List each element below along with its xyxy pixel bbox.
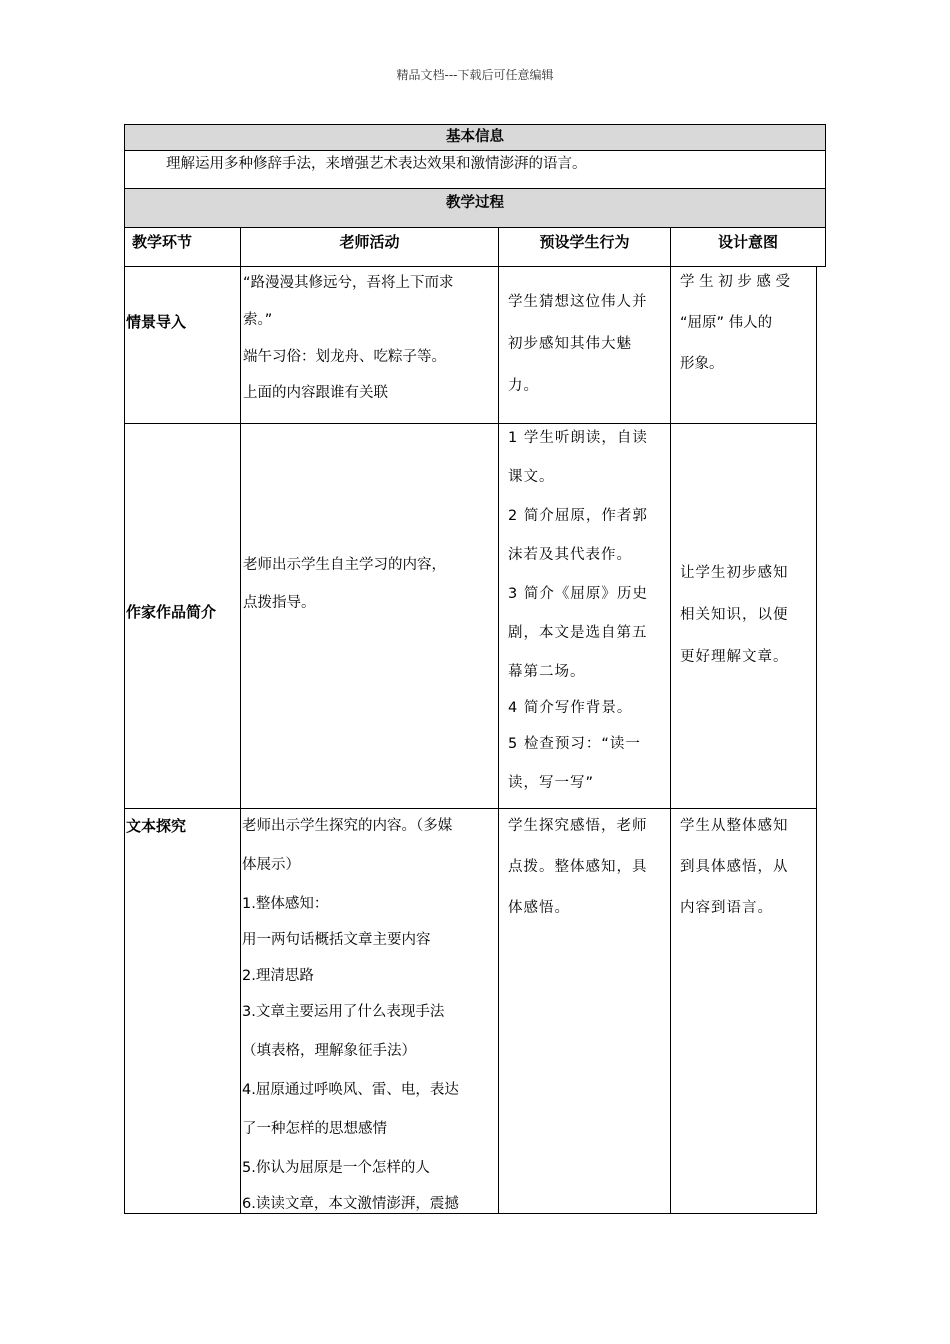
row3-stage: 文本探究 (126, 817, 187, 835)
row3-teacher: 老师出示学生探究的内容。（多媒 体展示） 1.整体感知： 用一两句话概括文章主要内容 2.理清思路 3.文章主要运用了什么表现手法 （填表格，理解象征手法） 4.屈原通过呼唤风、雷、电，表达 了一种怎样的思想感情 5.你认为屈原是一个怎样的人 6.读读文章，本文激情澎湃，震撼 (242, 818, 459, 1212)
row1-student: 学生猜想这位伟人并 初步感知其伟大魅 力。 (508, 294, 648, 394)
col-header-student: 预设学生行为 (539, 233, 630, 251)
row2-intent: 让学生初步感知 相关知识，以便 更好理解文章。 (680, 565, 789, 665)
basic-info-title: 基本信息 (446, 129, 504, 145)
row2-stage: 作家作品简介 (126, 603, 217, 621)
row1-teacher: “路漫漫其修远兮，吾将上下而求 索。” 端午习俗：划龙舟、吃粽子等。 上面的内容跟谁有关联 (243, 275, 454, 401)
process-title: 教学过程 (446, 195, 504, 211)
col-header-stage: 教学环节 (132, 233, 193, 251)
row3-intent: 学生从整体感知 到具体感悟，从 内容到语言。 (680, 818, 789, 916)
row2-student: 1 学生听朗读，自读 课文。 2 简介屈原，作者郭 沫若及其代表作。 3 简介《屈原》历史 剧，本文是选自第五 幕第二场。 4 简介写作背景。 5 检查预习：“读一 读，写一写” (508, 430, 648, 791)
row1-stage: 情景导入 (126, 313, 187, 331)
basic-info-content: 理解运用多种修辞手法，来增强艺术表达效果和激情澎湃的语言。 (166, 156, 587, 172)
row3-student: 学生探究感悟，老师 点拨。整体感知，具 体感悟。 (508, 818, 648, 916)
row2-teacher: 老师出示学生自主学习的内容， 点拨指导。 (243, 557, 446, 611)
col-header-intent: 设计意图 (717, 233, 778, 251)
document-header: 精品文档---下载后可任意编辑 (396, 68, 554, 82)
col-header-teacher: 老师活动 (339, 233, 400, 251)
row1-intent: 学 生 初 步 感 受 “屈原” 伟人的 形象。 (680, 274, 791, 372)
